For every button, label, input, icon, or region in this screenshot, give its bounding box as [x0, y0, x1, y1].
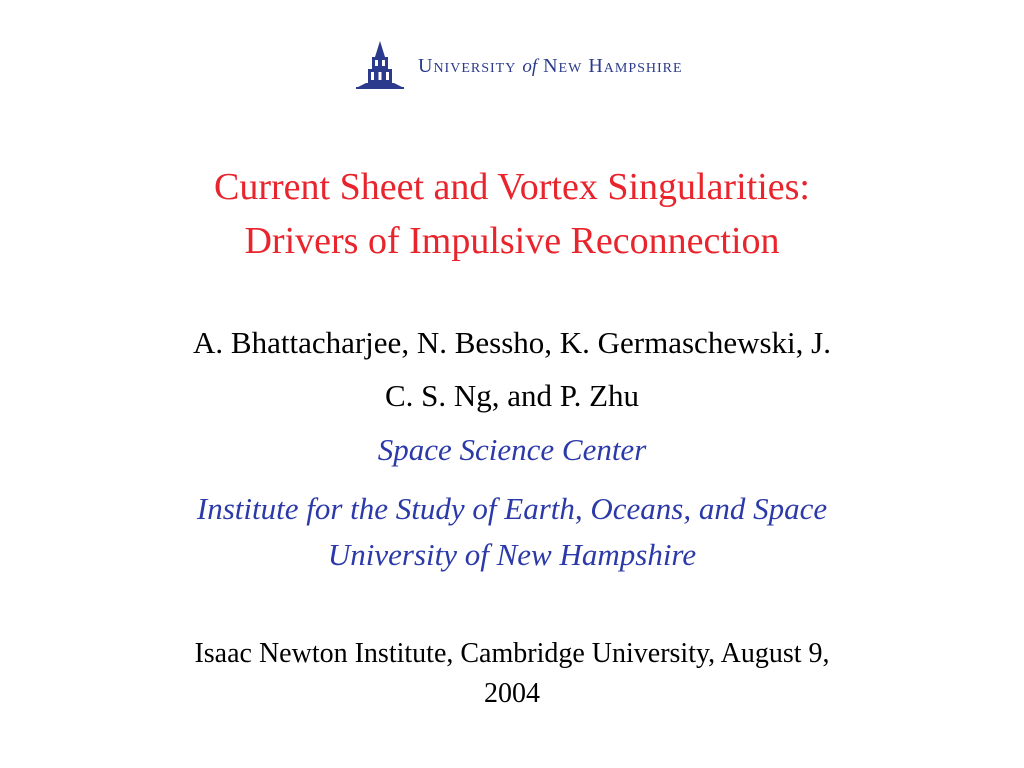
title-line-1: Current Sheet and Vortex Singularities:: [214, 166, 810, 208]
logo-wordmark: [418, 55, 683, 78]
conference-info: [60, 634, 964, 714]
unh-logo: [356, 40, 683, 92]
authors-line-1: A. Bhattacharjee, N. Bessho, K. Germaschewski, J.: [193, 325, 831, 360]
author-list: [60, 316, 964, 422]
affiliation-university: University of New Hampshire: [327, 537, 697, 572]
authors-line-2: C. S. Ng, and P. Zhu: [384, 378, 640, 413]
affiliation-institute: Institute for the Study of Earth, Oceans, and Space: [196, 491, 828, 526]
affiliation-institute-block: [40, 486, 984, 578]
logo-word-of: of: [522, 55, 538, 77]
affiliation-center: Space Science Center: [377, 432, 647, 467]
slide-title: [0, 160, 1024, 268]
thompson-hall-tower-icon: [356, 41, 404, 91]
title-line-2: Drivers of Impulsive Reconnection: [244, 220, 780, 262]
logo-word-new-hampshire: New Hampshire: [543, 54, 683, 77]
conference-line-2: 2004: [484, 678, 540, 709]
logo-word-university: University: [418, 54, 517, 77]
conference-line-1: Isaac Newton Institute, Cambridge University, August 9,: [194, 638, 830, 669]
